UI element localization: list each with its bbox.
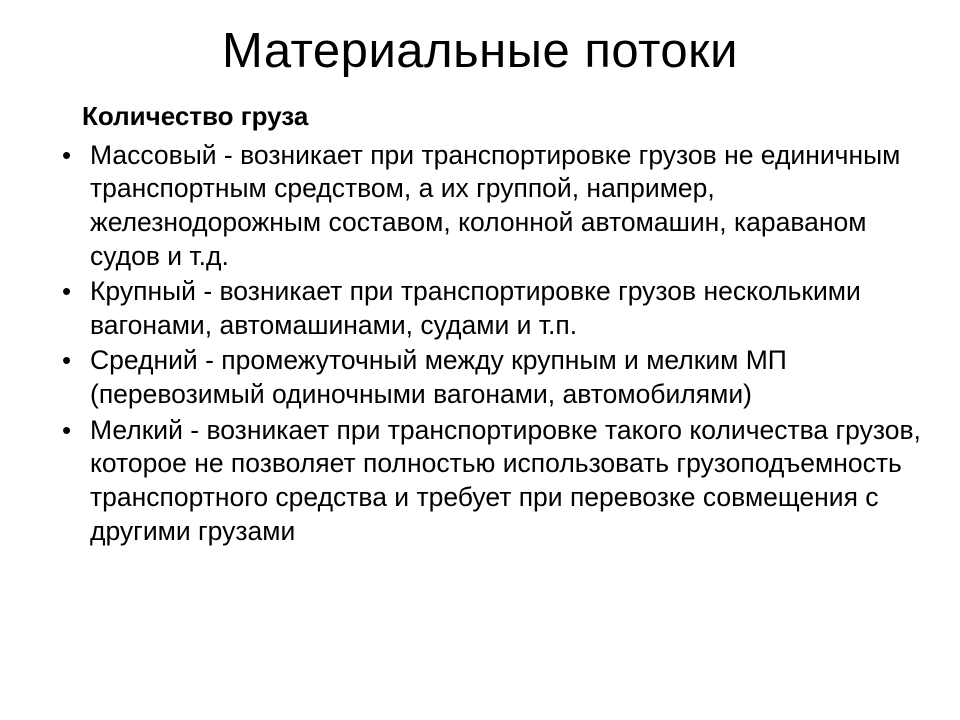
subheading: Количество груза bbox=[82, 101, 309, 132]
list-item bbox=[40, 344, 938, 411]
list-item-text: Мелкий - возникает при транспортировке такого количества грузов, которое не позволяет полностью использовать грузоподъемность транспортного средства и требует при перевозке совмещения с другими грузами bbox=[90, 414, 921, 546]
list-item-text: Крупный - возникает при транспортировке грузов несколькими вагонами, автомашинами, судами и т.п. bbox=[90, 276, 861, 340]
page-title: Материальные потоки bbox=[222, 24, 738, 78]
list-item-text: Массовый - возникает при транспортировке грузов не единичным транспортным средством, а их группой, например, железнодорожным составом, колонной автомашин, караваном судов и т.д. bbox=[90, 139, 901, 271]
bullet-marker-icon: • bbox=[62, 345, 72, 376]
list-item-text: Средний - промежуточный между крупным и мелким МП (перевозимый одиночными вагонами, автомобилями) bbox=[90, 345, 787, 410]
list-item bbox=[40, 414, 938, 549]
bullet-marker-icon: • bbox=[62, 276, 72, 307]
bullet-list bbox=[40, 139, 938, 549]
slide-content bbox=[0, 101, 960, 548]
bullet-marker-icon: • bbox=[62, 414, 72, 445]
list-item bbox=[40, 275, 938, 342]
bullet-marker-icon: • bbox=[62, 139, 72, 170]
list-item bbox=[40, 139, 938, 274]
